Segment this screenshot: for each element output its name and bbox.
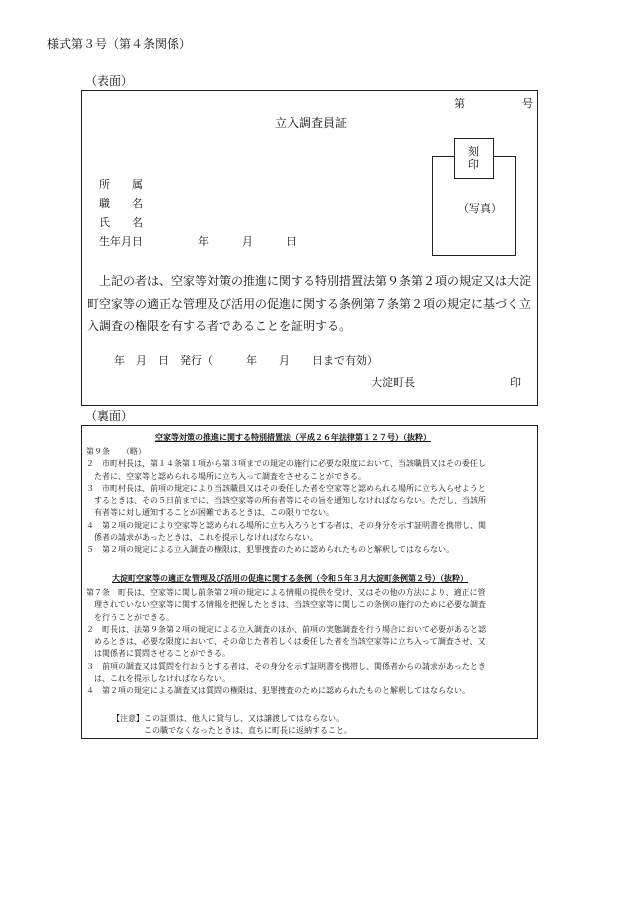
law1-line: ３ 市町村長は、前項の規定により当該職員又はその委任した者を空家等と認められる場所に立ち入らせようと	[86, 483, 486, 493]
number-suffix: 号	[522, 97, 533, 110]
law1-line: 第９条 （略）	[86, 447, 146, 456]
law2-title: 大淀町空家等の適正な管理及び活用の促進に関する条例（令和５年３月大淀町条例第２号）（抜粋）	[112, 573, 468, 583]
law2-line: は関係者に質問させることができる。	[86, 649, 230, 659]
law1-title: 空家等対策の推進に関する特別措置法（平成２６年法律第１２７号）（抜粋）	[155, 432, 431, 442]
body-line-3: 入調査の権限を有する者であることを証明する。	[87, 319, 352, 333]
signer: 大淀町長	[371, 376, 415, 389]
front-label: （表面）	[85, 74, 134, 88]
law1-line: 係者の請求があったときは、これを提示しなければならない。	[86, 533, 318, 543]
signer-seal: 印	[510, 376, 521, 389]
field-birthdate: 生年月日 年 月 日	[99, 235, 297, 248]
seal-label: 刻印	[468, 145, 479, 171]
law2-line: めるときは、必要な限度において、その命じた者若しくは委任した者を当該空家等に立ち入って調査させ、又	[86, 637, 486, 647]
law1-line: するときは、その５日前までに、当該空家等の所有者等にその旨を通知しなければならない。ただし、当該所	[86, 496, 486, 506]
law2-line: ４ 第２項の規定による調査又は質問の権限は、犯罪捜査のために認められたものと解釈してはならない。	[86, 686, 470, 696]
card-title: 立入調査員証	[275, 116, 348, 130]
law2-line: は、これを提示しなければならない。	[86, 674, 230, 684]
field-position: 職 名	[99, 197, 143, 210]
note-line: 【注意】この証票は、他人に貸与し、又は譲渡してはならない。	[112, 714, 344, 723]
law1-line: ４ 第２項の規定により空家等と認められる場所に立ち入ろうとする者は、その身分を示す証明書を携帯し、関	[86, 520, 486, 530]
issue-date: 年 月 日 発行（ 年 月 日まで有効）	[114, 354, 378, 367]
front-card	[81, 90, 538, 406]
law2-line: 第７条 町長は、空家等に関し前条第２項の規定による情報の提供を受け、又はその他の方法により、適正に管	[86, 588, 486, 597]
law2-line: を行うことができる。	[86, 612, 174, 622]
field-name: 氏 名	[99, 216, 143, 229]
seal-box	[454, 138, 494, 179]
field-affiliation: 所 属	[99, 178, 143, 191]
law2-line: 理されていない空家等に関する情報を把握したときは、当該空家等に関しこの条例の施行のために必要な調査	[86, 600, 486, 610]
form-number: 様式第３号（第４条関係）	[47, 37, 192, 51]
law1-line: 有者等に対し通知することが困難であるときは、この限りでない。	[86, 508, 334, 518]
back-label: （裏面）	[85, 409, 134, 423]
body-line-2: 町空家等の適正な管理及び活用の促進に関する条例第７条第２項の規定に基づく立	[87, 297, 532, 311]
back-card	[81, 425, 538, 739]
notes	[112, 713, 352, 738]
law1-line: ２ 市町村長は、第１４条第１項から第３項までの規定の施行に必要な限度において、当該職員又はその委任し	[86, 459, 486, 469]
law2-line: ２ 町長は、法第９条第２項の規定による立入調査のほか、前項の実態調査を行う場合において必要があると認	[86, 624, 486, 634]
law2-line: ３ 前項の調査又は質問を行おうとする者は、その身分を示す証明書を携帯し、関係者からの請求があったとき	[86, 661, 486, 671]
law2-text	[86, 587, 486, 698]
number-prefix: 第	[454, 97, 465, 110]
note-line: この職でなくなったときは、直ちに町長に返納すること。	[112, 726, 352, 736]
law1-line: た者に、空家等と認められる場所に立ち入って調査をさせることができる。	[86, 471, 366, 481]
photo-label: （写真）	[458, 202, 502, 215]
body-line-1: 上記の者は、空家等対策の推進に関する特別措置法第９条第２項の規定又は大淀	[87, 274, 532, 288]
law1-text	[86, 446, 486, 557]
law1-line: ５ 第２項の規定による立入調査の権限は、犯罪捜査のために認められたものと解釈してはならない。	[86, 545, 454, 555]
